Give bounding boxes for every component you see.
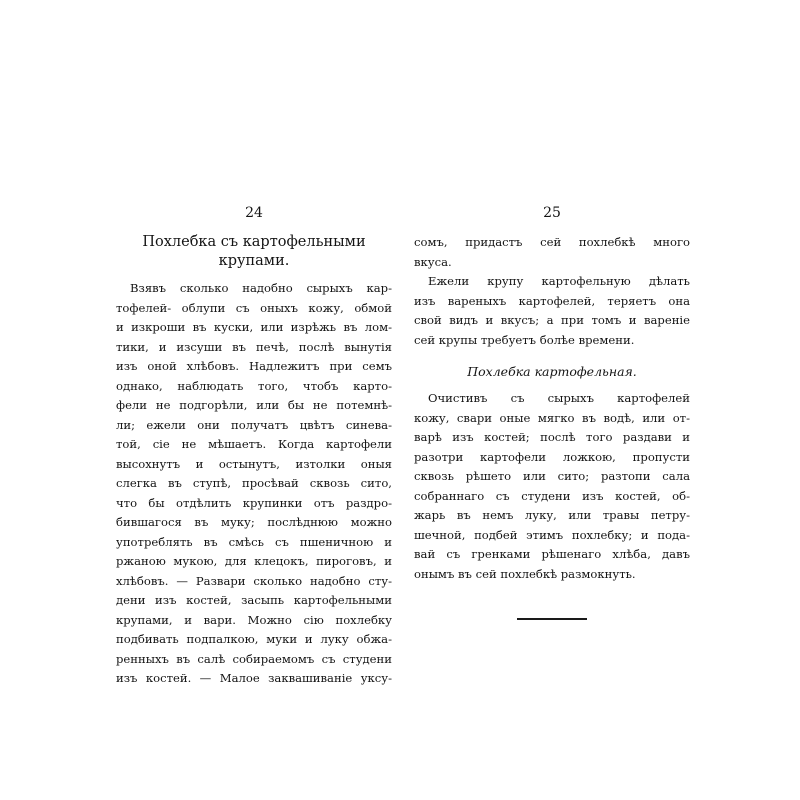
recipe-subheading: Похлебка картофельная. — [467, 364, 637, 379]
text-line: вай съ гренками рѣшенаго хлѣба, давъ — [414, 547, 690, 561]
text-line: вкуса. — [414, 254, 452, 269]
text-line: той, сіе не мѣшаетъ. Когда картофели — [116, 437, 392, 451]
text-line: слегка въ ступѣ, просѣвай сквозь сито, — [116, 476, 392, 490]
text-line: варѣ изъ костей; послѣ того раздави и — [414, 430, 690, 444]
text-line: ренныхъ въ салѣ собираемомъ съ студени — [116, 651, 392, 666]
text-line: разотри картофели ложкою, пропусти — [414, 449, 690, 464]
text-line: жарь въ немъ луку, или травы петру- — [414, 508, 690, 522]
text-line: сей крупы требуетъ болѣе времени. — [414, 332, 635, 347]
page-number-left: 24 — [245, 205, 263, 221]
text-line: сквозь рѣшето или сито; разтопи сала — [414, 469, 690, 483]
text-line: Очистивъ съ сырыхъ картофелей — [428, 391, 690, 405]
text-line: однако, наблюдать того, чтобъ карто- — [116, 378, 392, 393]
text-line: крупами, и вари. Можно сію похлебку — [116, 612, 392, 627]
left-page — [116, 205, 392, 689]
text-line: изъ оной хлѣбовъ. Надлежитъ при семъ — [116, 359, 392, 373]
recipe-heading-line-2: крупами. — [218, 253, 290, 269]
text-line: изъ костей. — Малое заквашиваніе уксу- — [116, 671, 392, 685]
text-line: тофелей- облупи съ оныхъ кожу, обмой — [116, 300, 392, 315]
page-number-right: 25 — [543, 205, 561, 221]
text-line: ржаною мукою, для клецокъ, пироговъ, и — [116, 554, 392, 568]
text-line: бившагося въ муку; послѣднюю можно — [116, 515, 392, 529]
left-body-text — [116, 279, 392, 689]
right-page — [414, 205, 690, 620]
text-line: свой видъ и вкусъ; а при томъ и вареніе — [414, 313, 690, 327]
text-line: Взявъ сколько надобно сырыхъ кар- — [130, 281, 392, 295]
text-line: употреблять въ смѣсь съ пшеничною и — [116, 534, 392, 549]
text-line: дени изъ костей, засыпь картофельными — [116, 593, 392, 607]
end-rule-divider — [517, 618, 587, 620]
right-body-text-2 — [414, 389, 690, 584]
text-line: высохнутъ и остынутъ, изтолки оныя — [116, 456, 392, 471]
recipe-heading — [116, 233, 392, 271]
text-line: что бы отдѣлить крупинки отъ раздро- — [116, 495, 392, 510]
text-line: тики, и изсуши въ печѣ, послѣ вынутія — [116, 339, 392, 354]
text-line: собраннаго съ студени изъ костей, об- — [414, 488, 690, 503]
text-line: шечной, подбей этимъ похлебку; и пода- — [414, 527, 690, 542]
text-line: кожу, свари оные мягко въ водѣ, или от- — [414, 410, 690, 425]
text-line: хлѣбовъ. — Развари сколько надобно сту- — [116, 573, 392, 588]
text-line: и изкроши въ куски, или изрѣжь въ лом- — [116, 320, 392, 334]
text-line: изъ вареныхъ картофелей, теряетъ она — [414, 293, 690, 308]
text-line: онымъ въ сей похлебкѣ размокнуть. — [414, 566, 636, 581]
text-line: Ежели крупу картофельную дѣлать — [428, 274, 690, 288]
recipe-heading-line-1: Похлебка съ картофельными — [142, 234, 366, 250]
right-body-text-1 — [414, 233, 690, 350]
text-line: сомъ, придастъ сей похлебкѣ много — [414, 235, 690, 249]
text-line: подбивать подпалкою, муки и луку обжа- — [116, 632, 392, 646]
text-line: ли; ежели они получатъ цвѣтъ синева- — [116, 417, 392, 432]
text-line: фели не подгорѣли, или бы не потемнѣ- — [116, 398, 392, 412]
